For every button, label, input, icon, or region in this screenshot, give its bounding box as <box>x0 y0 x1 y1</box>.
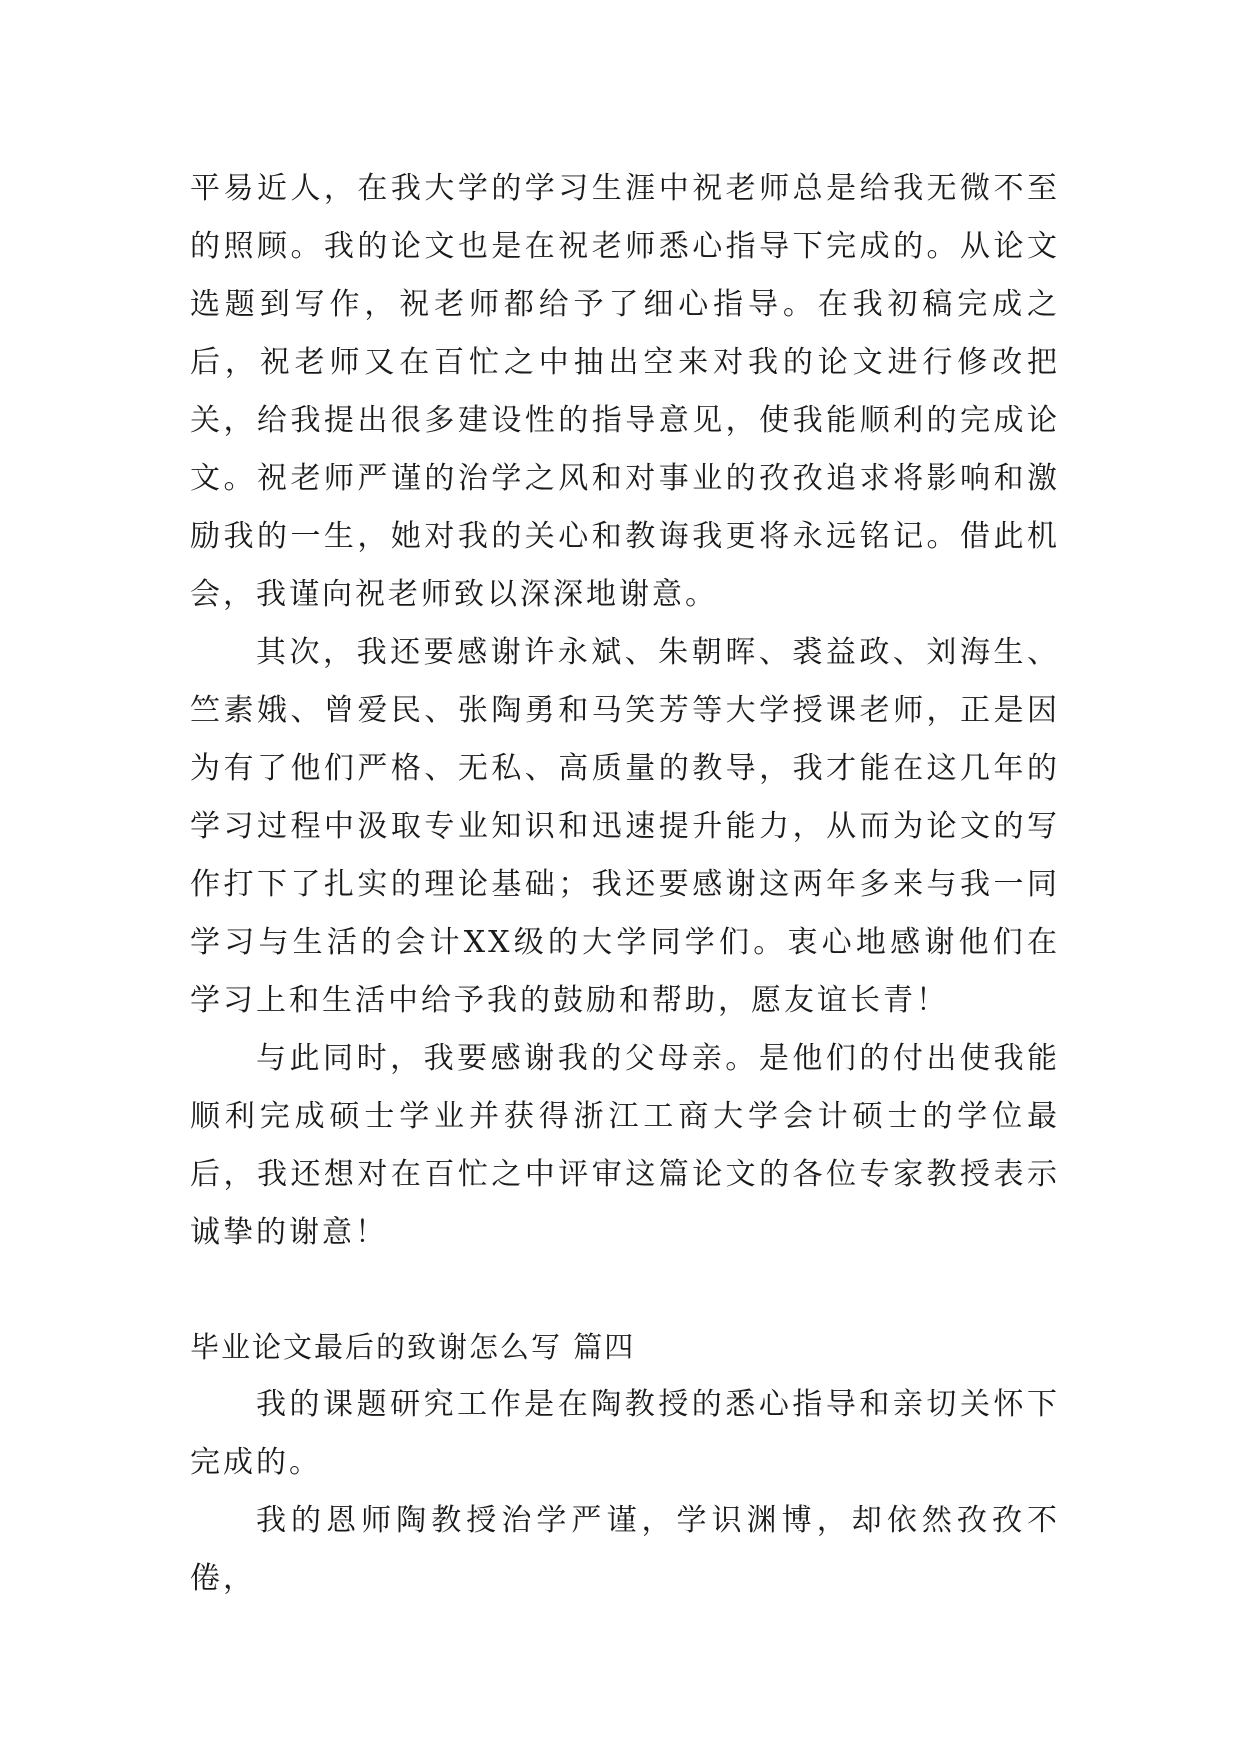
section-gap <box>190 1262 1060 1318</box>
paragraph-parents-thanks: 与此同时，我要感谢我的父母亲。是他们的付出使我能顺利完成硕士学业并获得浙江工商大学会计硕士的学位最后，我还想对在百忙之中评审这篇论文的各位专家教授表示诚挚的谢意！ <box>190 1041 1060 1250</box>
paragraph-mentor-description: 我的恩师陶教授治学严谨，学识渊博，却依然孜孜不倦， <box>190 1503 1060 1596</box>
paragraph-advisor-thanks: 平易近人，在我大学的学习生涯中祝老师总是给我无微不至的照顾。我的论文也是在祝老师悉心指导下完成的。从论文选题到写作，祝老师都给予了细心指导。在我初稿完成之后，祝老师又在百忙之中抽出空来对我的论文进行修改把关，给我提出很多建设性的指导意见，使我能顺利的完成论文。祝老师严谨的治学之风和对事业的孜孜追求将影响和激励我的一生，她对我的关心和教诲我更将永远铭记。借此机会，我谨向祝老师致以深深地谢意。 <box>190 171 1060 612</box>
paragraph-research-guidance: 我的课题研究工作是在陶教授的悉心指导和亲切关怀下完成的。 <box>190 1387 1060 1480</box>
document-body <box>190 160 1060 1608</box>
paragraph-teachers-thanks: 其次，我还要感谢许永斌、朱朝晖、裘益政、刘海生、竺素娥、曾爱民、张陶勇和马笑芳等大学授课老师，正是因为有了他们严格、无私、高质量的教导，我才能在这几年的学习过程中汲取专业知识和迅速提升能力，从而为论文的写作打下了扎实的理论基础；我还要感谢这两年多来与我一同学习与生活的会计XX级的大学同学们。衷心地感谢他们在学习上和生活中给予我的鼓励和帮助，愿友谊长青！ <box>190 635 1060 1018</box>
section-heading: 毕业论文最后的致谢怎么写 篇四 <box>190 1330 636 1364</box>
